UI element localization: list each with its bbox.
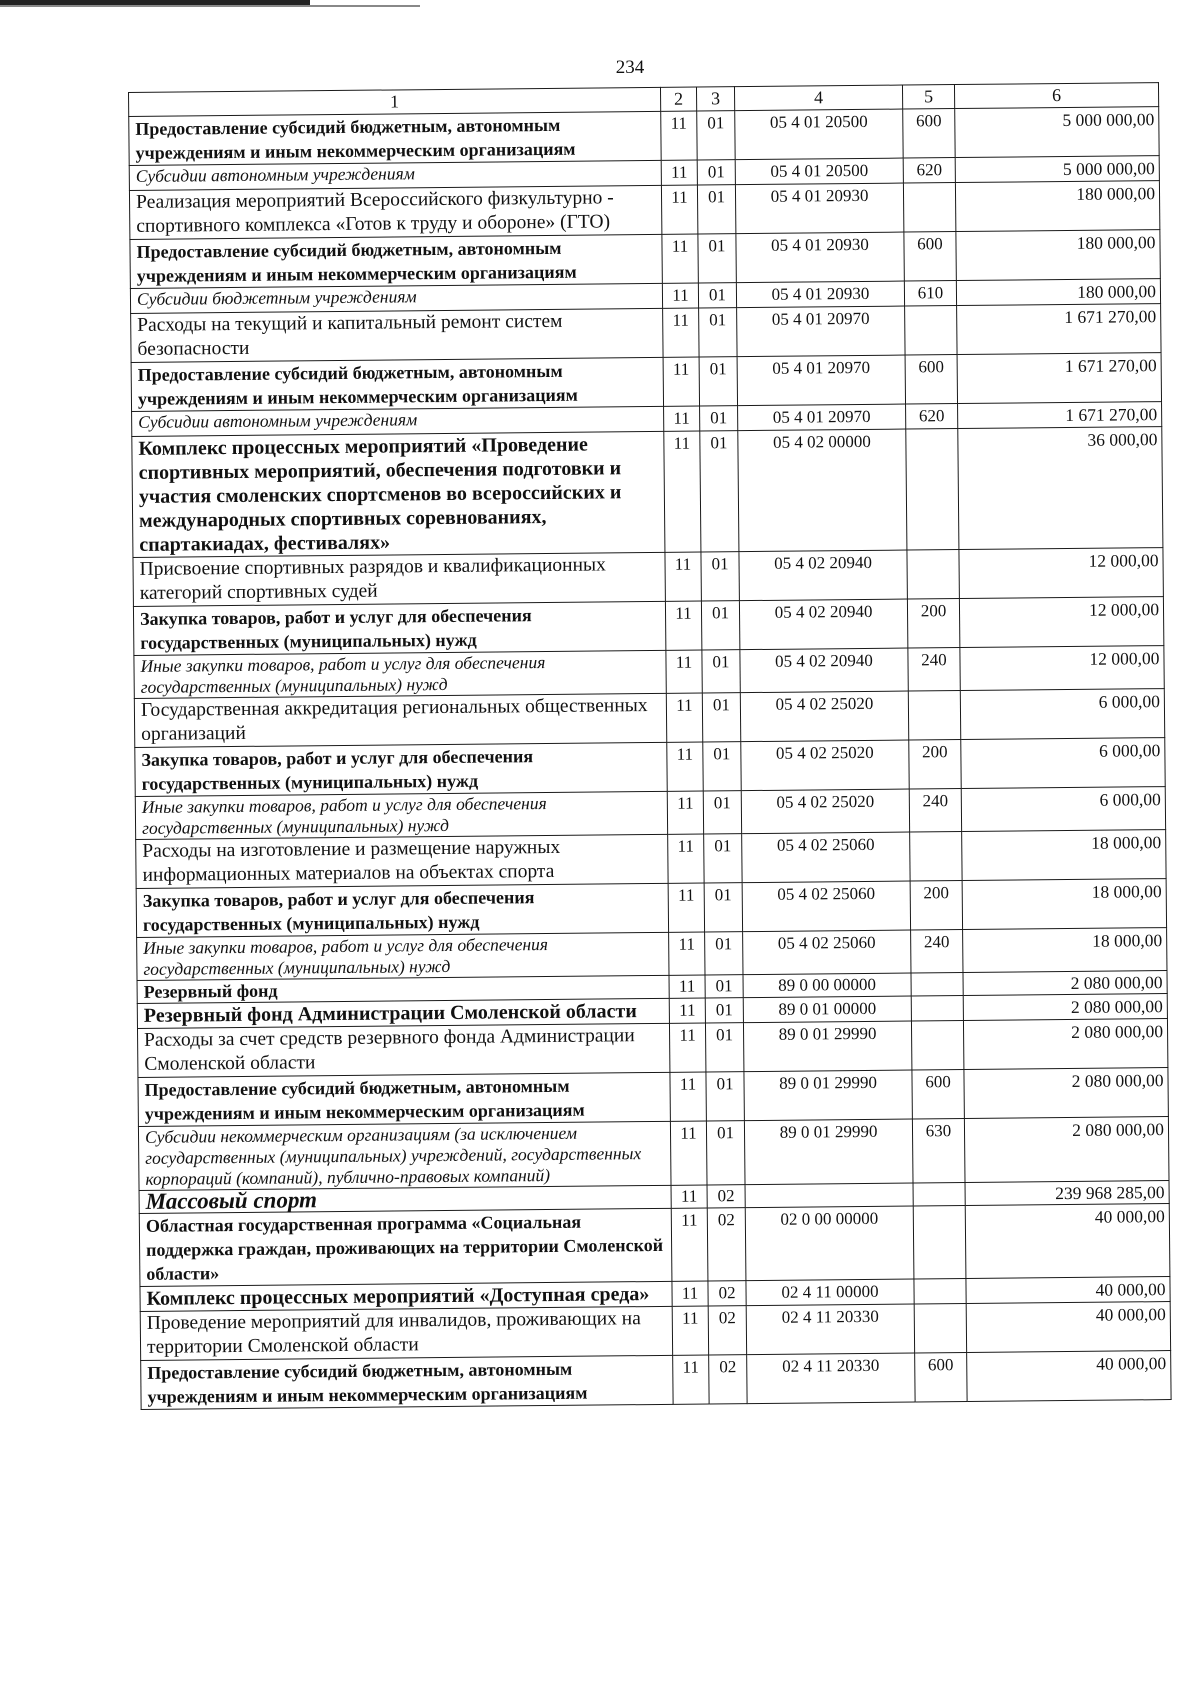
- row-amount: 239 968 285,00: [965, 1181, 1169, 1206]
- row-target-code: 89 0 01 29990: [743, 1021, 911, 1072]
- row-subsection: 01: [699, 357, 737, 406]
- row-expense-type: 620: [903, 158, 955, 183]
- row-name: Комплекс процессных мероприятий «Доступная среда»: [140, 1281, 672, 1311]
- row-amount: 180 000,00: [956, 279, 1160, 306]
- row-target-code: 05 4 02 25020: [740, 691, 908, 742]
- row-amount: 40 000,00: [966, 1302, 1170, 1353]
- column-header-name: 1: [129, 87, 661, 116]
- row-amount: 180 000,00: [956, 230, 1160, 281]
- row-name: Массовый спорт: [139, 1185, 671, 1213]
- row-section: 11: [673, 1355, 709, 1404]
- row-subsection: 01: [703, 742, 741, 791]
- row-target-code: 89 0 00 00000: [743, 973, 911, 998]
- row-target-code: 05 4 02 20940: [739, 599, 907, 650]
- row-name: Субсидии автономным учреждениям: [129, 160, 661, 190]
- row-amount: 40 000,00: [967, 1351, 1171, 1402]
- row-subsection: 02: [707, 1185, 745, 1208]
- row-name: Предоставление субсидий бюджетным, автономным учреждениям и иным некоммерческим организациям: [141, 1355, 673, 1409]
- row-expense-type: 600: [905, 355, 957, 404]
- row-expense-type: 600: [915, 1353, 967, 1402]
- row-section: 11: [668, 883, 704, 932]
- row-section: 11: [663, 308, 699, 357]
- row-expense-type: 240: [909, 789, 961, 832]
- row-subsection: 01: [700, 431, 739, 552]
- row-subsection: 01: [701, 552, 739, 601]
- budget-table: [128, 82, 1172, 1410]
- table-body: [129, 107, 1171, 1410]
- row-expense-type: [911, 973, 963, 996]
- row-section: 11: [665, 601, 701, 650]
- row-section: 11: [669, 975, 705, 998]
- row-expense-type: [913, 1183, 965, 1206]
- row-subsection: 01: [703, 791, 741, 834]
- row-subsection: 01: [700, 406, 738, 431]
- row-subsection: 01: [697, 160, 735, 185]
- row-section: 11: [667, 791, 703, 834]
- row-section: 11: [666, 650, 702, 693]
- row-subsection: 02: [709, 1355, 747, 1404]
- row-expense-type: [914, 1279, 966, 1304]
- row-target-code: 02 4 11 00000: [746, 1279, 914, 1306]
- column-header-expense-type: 5: [902, 85, 954, 109]
- row-section: 11: [665, 552, 701, 601]
- row-amount: 5 000 000,00: [955, 156, 1159, 183]
- row-section: 11: [666, 693, 702, 742]
- row-amount: 1 671 270,00: [957, 304, 1161, 355]
- page-number: 234: [615, 57, 645, 78]
- row-section: 11: [661, 160, 697, 185]
- row-expense-type: 600: [904, 232, 956, 281]
- row-name: Закупка товаров, работ и услуг для обеспечения государственных (муниципальных) нужд: [135, 742, 667, 796]
- row-subsection: 02: [708, 1306, 746, 1355]
- row-subsection: 01: [701, 601, 739, 650]
- row-name: Субсидии бюджетным учреждениям: [130, 283, 662, 313]
- row-name: Расходы на изготовление и размещение наружных информационных материалов на объектах спорта: [136, 834, 668, 888]
- row-name: Закупка товаров, работ и услуг для обеспечения государственных (муниципальных) нужд: [133, 601, 665, 655]
- row-expense-type: 240: [911, 930, 963, 973]
- row-name: Иные закупки товаров, работ и услуг для обеспечения государственных (муниципальных) нужд: [135, 791, 667, 839]
- row-target-code: 05 4 01 20500: [735, 158, 903, 185]
- row-expense-type: [908, 691, 960, 740]
- row-expense-type: [905, 306, 957, 355]
- row-section: 11: [669, 932, 705, 975]
- row-expense-type: 200: [910, 881, 962, 930]
- row-target-code: 05 4 02 20940: [739, 550, 907, 601]
- row-name: Закупка товаров, работ и услуг для обеспечения государственных (муниципальных) нужд: [136, 883, 668, 937]
- row-name: Иные закупки товаров, работ и услуг для обеспечения государственных (муниципальных) нужд: [134, 650, 666, 698]
- scan-edge-mark: [0, 5, 420, 7]
- row-subsection: 01: [698, 283, 736, 308]
- row-target-code: 02 4 11 20330: [746, 1304, 914, 1355]
- row-target-code: 02 0 00 00000: [745, 1206, 914, 1281]
- row-section: 11: [672, 1281, 708, 1306]
- row-name: Реализация мероприятий Всероссийского физкультурно - спортивного комплекса «Готов к труду и обороне» (ГТО): [129, 185, 661, 239]
- row-subsection: 01: [697, 185, 735, 234]
- table-row: [141, 1351, 1171, 1410]
- row-expense-type: [907, 550, 959, 599]
- row-target-code: 05 4 02 25060: [743, 930, 911, 975]
- row-subsection: 01: [697, 111, 735, 160]
- row-target-code: 05 4 01 20970: [737, 306, 905, 357]
- row-expense-type: [906, 429, 959, 550]
- row-target-code: 05 4 01 20930: [736, 232, 904, 283]
- row-subsection: 01: [706, 1121, 745, 1185]
- row-expense-type: 600: [912, 1070, 964, 1119]
- row-name: Субсидии некоммерческим организациям (за исключением государственных (муниципальных) учреждений, государственных корпораций (компаний), публично-правовых компаний): [138, 1121, 671, 1190]
- row-target-code: 89 0 01 29990: [744, 1070, 912, 1121]
- row-section: 11: [671, 1185, 707, 1208]
- row-target-code: 05 4 02 25060: [742, 832, 910, 883]
- row-amount: 6 000,00: [961, 787, 1165, 832]
- row-amount: 18 000,00: [962, 879, 1166, 930]
- row-amount: 1 671 270,00: [957, 353, 1161, 404]
- row-section: 11: [663, 357, 699, 406]
- row-amount: 18 000,00: [963, 928, 1167, 973]
- row-target-code: 05 4 01 20930: [735, 183, 903, 234]
- row-name: Проведение мероприятий для инвалидов, проживающих на территории Смоленской области: [140, 1306, 672, 1360]
- row-amount: 180 000,00: [955, 181, 1159, 232]
- row-expense-type: 620: [906, 404, 958, 429]
- row-amount: 2 080 000,00: [963, 971, 1167, 996]
- row-expense-type: 630: [912, 1119, 965, 1183]
- row-target-code: 05 4 02 25020: [741, 740, 909, 791]
- column-header-subsection: 3: [696, 87, 734, 111]
- row-name: Предоставление субсидий бюджетным, автономным учреждениям и иным некоммерческим организациям: [131, 357, 663, 411]
- row-amount: 12 000,00: [959, 597, 1163, 648]
- row-section: 11: [664, 431, 701, 552]
- row-target-code: 05 4 01 20970: [738, 404, 906, 431]
- table-row: [132, 427, 1163, 558]
- row-subsection: 01: [702, 650, 740, 693]
- row-target-code: 05 4 01 20970: [737, 355, 905, 406]
- row-subsection: 01: [705, 998, 743, 1023]
- column-header-target: 4: [734, 85, 902, 111]
- row-amount: 6 000,00: [960, 689, 1164, 740]
- row-expense-type: 200: [909, 740, 961, 789]
- row-amount: 2 080 000,00: [963, 1019, 1167, 1070]
- row-section: 11: [669, 1023, 705, 1072]
- row-subsection: 02: [708, 1281, 746, 1306]
- row-section: 11: [661, 185, 697, 234]
- row-target-code: 89 0 01 29990: [744, 1119, 913, 1185]
- row-expense-type: [911, 996, 963, 1021]
- row-amount: 36 000,00: [958, 427, 1163, 550]
- row-name: Комплекс процессных мероприятий «Проведение спортивных мероприятий, обеспечения подготовки и участия смоленских спортсменов во всероссийских и международных спортивных соревнованиях, спартакиадах, фестивалях»: [132, 431, 665, 557]
- column-header-section: 2: [660, 87, 696, 111]
- row-amount: 2 080 000,00: [964, 1117, 1169, 1183]
- row-name: Предоставление субсидий бюджетным, автономным учреждениям и иным некоммерческим организациям: [129, 111, 661, 165]
- row-section: 11: [672, 1306, 708, 1355]
- row-amount: 40 000,00: [965, 1204, 1170, 1279]
- row-subsection: 01: [699, 308, 737, 357]
- table-row: [138, 1117, 1169, 1191]
- row-expense-type: [913, 1206, 966, 1279]
- row-amount: 40 000,00: [966, 1277, 1170, 1304]
- row-section: 11: [668, 834, 704, 883]
- row-target-code: [745, 1183, 913, 1208]
- row-expense-type: 610: [904, 281, 956, 306]
- row-target-code: 05 4 01 20500: [735, 109, 903, 160]
- row-amount: 1 671 270,00: [958, 402, 1162, 429]
- row-target-code: 05 4 02 20940: [740, 648, 908, 693]
- row-amount: 2 080 000,00: [964, 1068, 1168, 1119]
- row-section: 11: [662, 234, 698, 283]
- row-name: Расходы на текущий и капитальный ремонт систем безопасности: [131, 308, 663, 362]
- row-target-code: 89 0 01 00000: [743, 996, 911, 1023]
- row-subsection: 01: [704, 834, 742, 883]
- row-expense-type: [910, 832, 962, 881]
- row-section: 11: [662, 283, 698, 308]
- row-target-code: 02 4 11 20330: [747, 1353, 915, 1404]
- row-expense-type: [911, 1021, 963, 1070]
- row-subsection: 01: [706, 1072, 744, 1121]
- row-name: Субсидии автономным учреждениям: [132, 406, 664, 436]
- row-expense-type: 600: [903, 109, 955, 158]
- column-header-amount: 6: [954, 83, 1158, 109]
- row-name: Предоставление субсидий бюджетным, автономным учреждениям и иным некоммерческим организациям: [138, 1072, 670, 1126]
- row-amount: 12 000,00: [959, 548, 1163, 599]
- row-section: 11: [669, 998, 705, 1023]
- row-name: Резервный фонд Администрации Смоленской области: [137, 998, 669, 1028]
- row-name: Расходы за счет средств резервного фонда Администрации Смоленской области: [137, 1023, 669, 1077]
- row-subsection: 01: [698, 234, 736, 283]
- table-row: [139, 1204, 1170, 1287]
- row-name: Присвоение спортивных разрядов и квалификационных категорий спортивных судей: [133, 552, 665, 606]
- row-section: 11: [670, 1121, 707, 1185]
- row-amount: 6 000,00: [961, 738, 1165, 789]
- row-section: 11: [671, 1208, 708, 1281]
- row-subsection: 01: [705, 975, 743, 998]
- row-section: 11: [670, 1072, 706, 1121]
- row-target-code: 05 4 02 25020: [741, 789, 909, 834]
- row-subsection: 01: [705, 932, 743, 975]
- row-expense-type: 240: [908, 648, 960, 691]
- row-target-code: 05 4 02 25060: [742, 881, 910, 932]
- row-name: Иные закупки товаров, работ и услуг для обеспечения государственных (муниципальных) нужд: [137, 932, 669, 980]
- row-amount: 12 000,00: [960, 646, 1164, 691]
- row-expense-type: 200: [907, 599, 959, 648]
- row-section: 11: [661, 111, 697, 160]
- row-subsection: 02: [707, 1208, 746, 1281]
- row-amount: 5 000 000,00: [955, 107, 1159, 158]
- row-name: Государственная аккредитация региональных общественных организаций: [134, 693, 666, 747]
- row-subsection: 01: [705, 1023, 743, 1072]
- row-target-code: 05 4 02 00000: [738, 429, 907, 552]
- row-amount: 18 000,00: [962, 830, 1166, 881]
- row-amount: 2 080 000,00: [963, 994, 1167, 1021]
- row-target-code: 05 4 01 20930: [736, 281, 904, 308]
- row-section: 11: [667, 742, 703, 791]
- row-subsection: 01: [702, 693, 740, 742]
- row-expense-type: [903, 183, 955, 232]
- row-name: Предоставление субсидий бюджетным, автономным учреждениям и иным некоммерческим организациям: [130, 234, 662, 288]
- row-name: Областная государственная программа «Социальная поддержка граждан, проживающих на территории Смоленской области»: [139, 1208, 672, 1286]
- row-expense-type: [914, 1304, 966, 1353]
- row-section: 11: [664, 406, 700, 431]
- row-subsection: 01: [704, 883, 742, 932]
- row-name: Резервный фонд: [137, 975, 669, 1003]
